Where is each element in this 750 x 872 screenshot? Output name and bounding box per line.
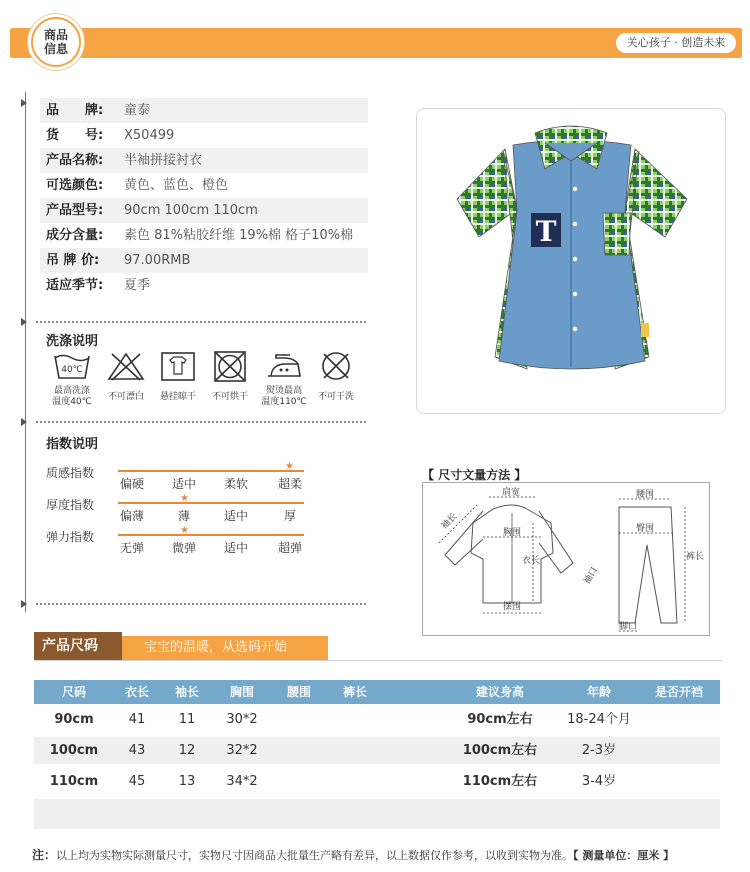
hang-dry-icon xyxy=(158,350,198,382)
wash-label: 悬挂晾干 xyxy=(159,392,196,402)
col-header: 建议身高 xyxy=(475,685,524,699)
index-bar xyxy=(118,502,304,504)
label-chest: 胸围 xyxy=(502,528,522,538)
index-title: 指数说明 xyxy=(46,437,99,452)
index-option: 适中 xyxy=(172,477,197,491)
wash-label xyxy=(254,386,314,408)
wash-label xyxy=(42,386,102,408)
label-pants-length: 裤长 xyxy=(685,552,705,562)
index-option: 超弹 xyxy=(278,541,303,555)
cell-height: 100cm左右 xyxy=(462,743,538,758)
no-dry-clean-icon xyxy=(316,350,356,382)
label-hip: 臀围 xyxy=(635,524,655,534)
cell-size: 90cm xyxy=(54,712,94,727)
spec-key: 品 牌: xyxy=(46,103,104,118)
cell: 13 xyxy=(178,774,196,789)
cell-height: 90cm左右 xyxy=(467,712,533,727)
note-unit: 【 测量单位：厘米 】 xyxy=(573,849,675,862)
spec-key: 产品名称: xyxy=(46,153,104,168)
label-waist: 腰围 xyxy=(635,490,655,500)
spec-key: 成分含量: xyxy=(46,228,104,243)
table-row-empty xyxy=(34,799,720,829)
index-option: 厚 xyxy=(284,509,297,523)
cell: 11 xyxy=(178,712,196,727)
cell-size: 100cm xyxy=(49,743,99,758)
wash-label-line: 熨烫最高 xyxy=(265,386,302,396)
footnote xyxy=(32,846,674,863)
cell: 43 xyxy=(128,743,146,758)
table-row xyxy=(34,768,720,795)
cell-height: 110cm左右 xyxy=(462,774,538,789)
product-photo xyxy=(416,108,726,414)
spec-key: 货 号: xyxy=(46,128,104,143)
size-divider xyxy=(34,660,722,661)
size-tagline: 宝宝的温暖，从选码开始 xyxy=(122,636,328,660)
left-guide-line xyxy=(25,92,26,612)
wash-label-line: 温度40℃ xyxy=(52,397,92,407)
measure-title: 【 尺寸文量方法 】 xyxy=(422,468,527,482)
wash-label-line: 最高洗涤 xyxy=(53,386,90,396)
no-bleach-icon xyxy=(106,350,146,382)
index-option: 柔软 xyxy=(224,477,249,491)
spec-value: 半袖拼接衬衣 xyxy=(124,153,203,168)
index-selected-star-icon: ★ xyxy=(180,525,189,536)
guide-marker-4 xyxy=(21,600,27,608)
label-cuff: 袖口 xyxy=(582,565,601,587)
index-label: 厚度指数 xyxy=(46,498,95,512)
index-selected-star-icon: ★ xyxy=(180,493,189,504)
note-prefix: 注： xyxy=(32,848,57,862)
spec-row-season xyxy=(40,273,368,298)
guide-marker-3 xyxy=(21,418,27,426)
spec-row-material xyxy=(40,223,368,248)
col-header: 裤长 xyxy=(342,685,367,699)
index-label: 质感指数 xyxy=(46,466,95,480)
spec-row-model xyxy=(40,198,368,223)
label-length: 衣长 xyxy=(521,556,541,566)
index-option: 微弹 xyxy=(172,541,197,555)
index-label: 弹力指数 xyxy=(46,530,95,544)
label-sleeve: 袖长 xyxy=(439,511,460,532)
spec-key: 吊 牌 价: xyxy=(46,253,100,268)
index-selected-star-icon: ★ xyxy=(285,461,294,472)
cell: 34*2 xyxy=(226,774,258,789)
spec-row-sku xyxy=(40,123,368,148)
spec-row-colors xyxy=(40,173,368,198)
label-hem: 摆围 xyxy=(502,602,522,612)
spec-value: 97.00RMB xyxy=(124,253,191,268)
col-header: 是否开裆 xyxy=(654,685,703,699)
size-banner: 产品尺码 xyxy=(34,632,122,660)
col-header: 腰围 xyxy=(286,685,311,699)
index-option: 超柔 xyxy=(278,477,303,491)
spec-row-brand xyxy=(40,98,368,123)
divider xyxy=(36,421,366,423)
spec-value: 夏季 xyxy=(124,278,151,293)
spec-value: 90cm 100cm 110cm xyxy=(124,203,258,218)
index-option: 偏硬 xyxy=(120,477,145,491)
index-bar xyxy=(118,470,304,472)
guide-marker-1 xyxy=(21,99,27,107)
index-option: 适中 xyxy=(224,509,249,523)
col-header: 袖长 xyxy=(174,685,199,699)
iron-110-icon xyxy=(264,350,304,382)
spec-value: 素色 81%粘胶纤维 19%棉 格子10%棉 xyxy=(124,228,354,243)
spec-key: 可选颜色: xyxy=(46,178,104,193)
cell-age: 18-24个月 xyxy=(567,712,631,727)
index-option: 无弹 xyxy=(120,541,145,555)
cell-age: 2-3岁 xyxy=(581,743,617,758)
col-header: 胸围 xyxy=(229,685,254,699)
index-option: 薄 xyxy=(178,509,191,523)
col-header: 衣长 xyxy=(124,685,149,699)
spec-row-price xyxy=(40,248,368,273)
wash-label: 不可干洗 xyxy=(317,392,354,402)
divider xyxy=(36,603,366,605)
guide-marker-2 xyxy=(21,318,27,326)
cell: 41 xyxy=(128,712,146,727)
badge-text-2: 信息 xyxy=(43,42,68,56)
cell: 30*2 xyxy=(226,712,258,727)
table-row xyxy=(34,737,720,764)
spec-value: X50499 xyxy=(124,128,175,143)
index-option: 偏薄 xyxy=(120,509,145,523)
spec-key: 适应季节: xyxy=(46,278,104,293)
svg-text:T: T xyxy=(535,215,557,248)
cell-age: 3-4岁 xyxy=(581,774,617,789)
label-leg-opening: 脚口 xyxy=(618,622,638,632)
label-shoulder: 肩宽 xyxy=(501,488,521,498)
spec-value: 童泰 xyxy=(124,103,151,118)
wash-label: 不可漂白 xyxy=(107,392,144,402)
size-table-header xyxy=(34,680,720,704)
slogan: 关心孩子 · 创造未来 xyxy=(616,33,736,53)
cell: 45 xyxy=(128,774,146,789)
spec-row-name xyxy=(40,148,368,173)
wash-label-line: 温度110℃ xyxy=(261,397,307,407)
wash-label: 不可烘干 xyxy=(211,392,248,402)
wash-40-icon xyxy=(52,350,92,382)
col-header: 年龄 xyxy=(586,685,611,699)
measure-diagram xyxy=(422,482,710,636)
spec-value: 黄色、蓝色、橙色 xyxy=(124,178,229,193)
cell-size: 110cm xyxy=(49,774,99,789)
col-header: 尺码 xyxy=(61,685,86,699)
no-tumble-dry-icon xyxy=(210,350,250,382)
divider xyxy=(36,321,366,323)
table-row xyxy=(34,706,720,733)
spec-key: 产品型号: xyxy=(46,203,104,218)
cell: 32*2 xyxy=(226,743,258,758)
index-bar xyxy=(118,534,304,536)
cell: 12 xyxy=(178,743,196,758)
note-text: 以上均为实物实际测量尺寸，实物尺寸因商品大批量生产略有差异，以上数据仅作参考，以收到实物为准。 xyxy=(56,849,574,862)
wash-temp: 40℃ xyxy=(61,365,83,375)
index-option: 适中 xyxy=(224,541,249,555)
wash-title: 洗涤说明 xyxy=(46,334,99,349)
header-badge xyxy=(33,19,79,65)
badge-text-1: 商品 xyxy=(43,28,68,42)
